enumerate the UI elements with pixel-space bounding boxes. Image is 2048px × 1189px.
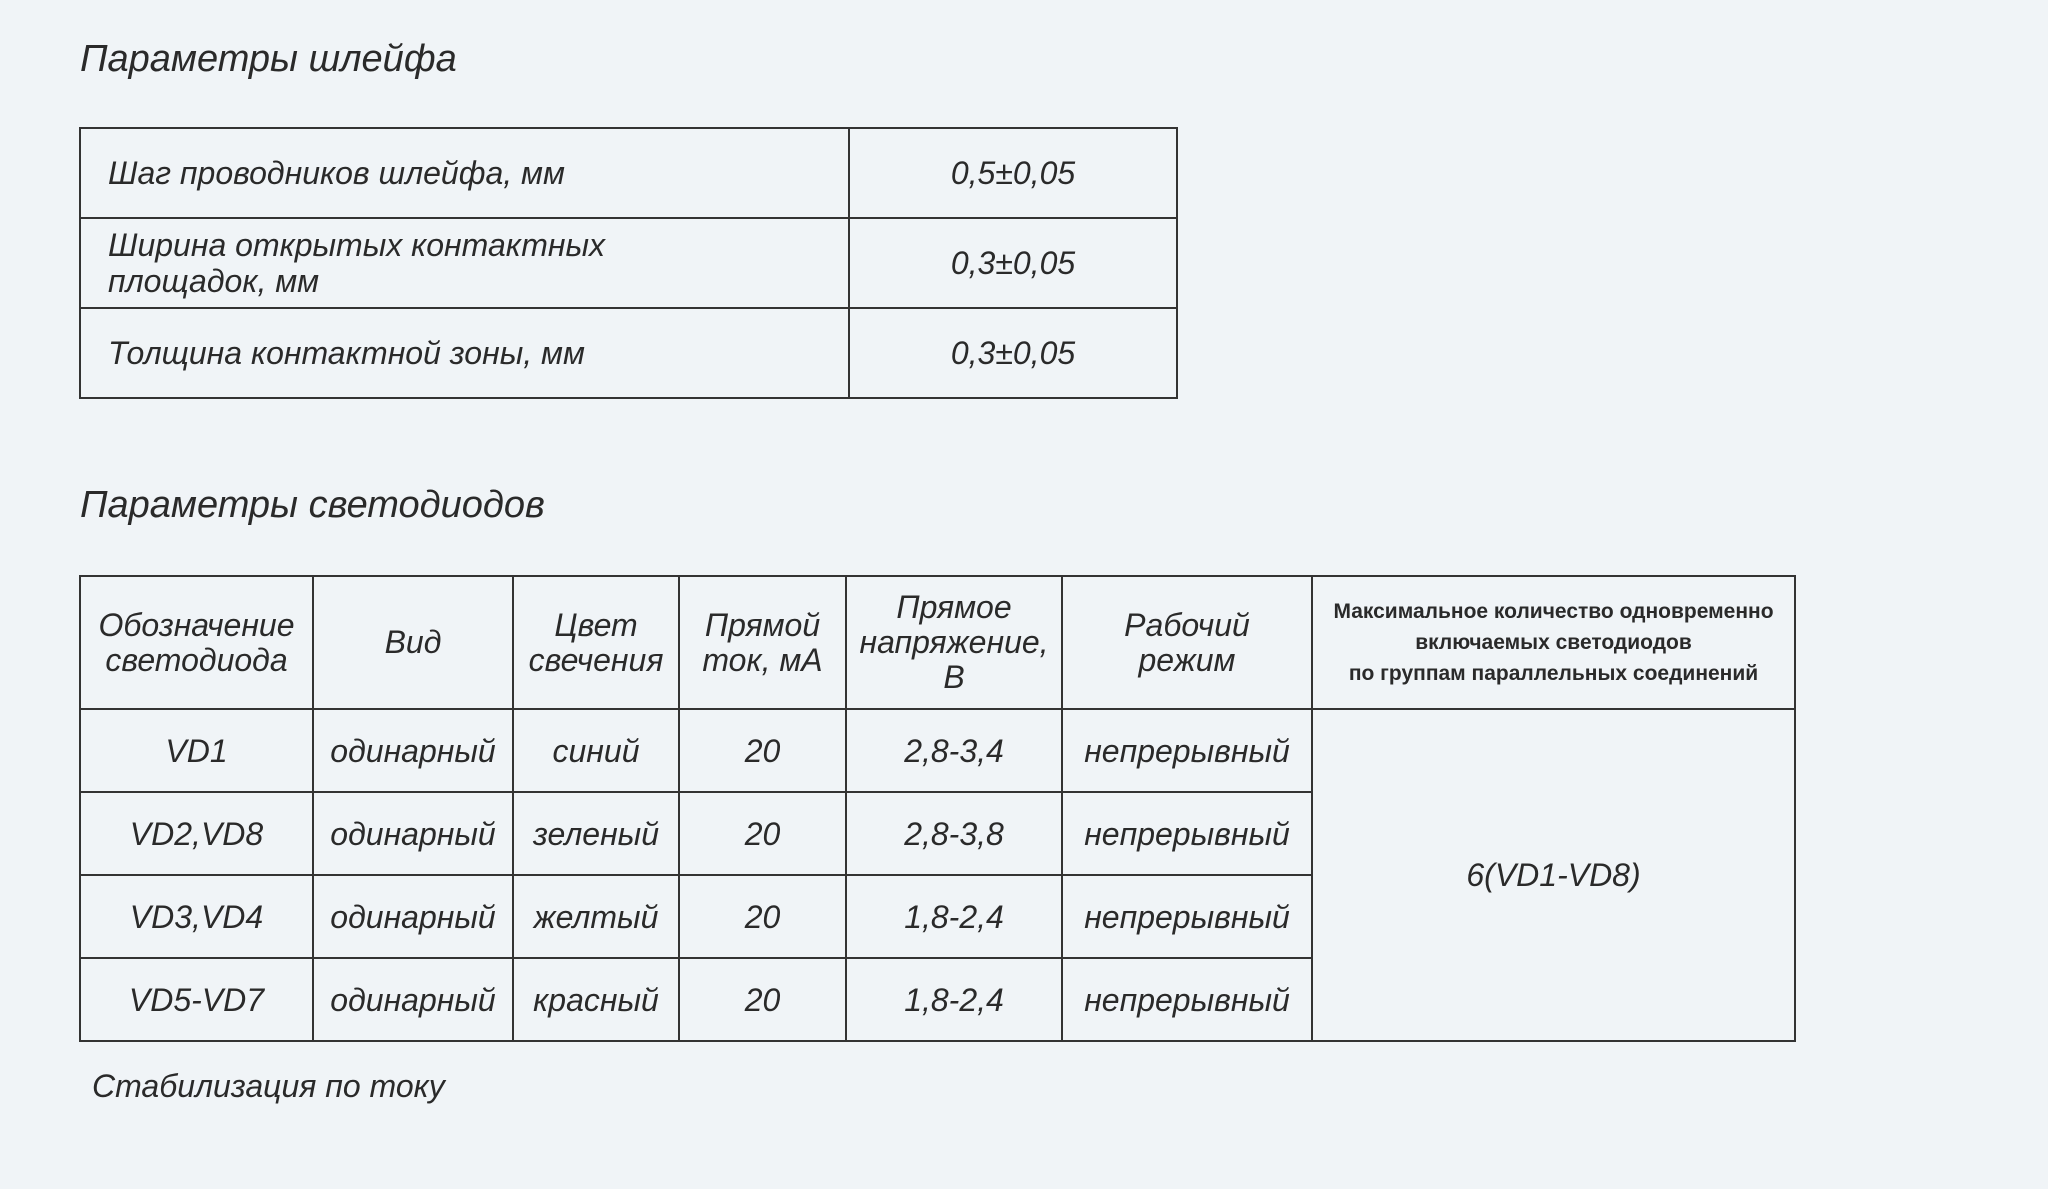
cell-current: 20: [679, 958, 846, 1041]
cable-parameters-table: [79, 127, 1178, 399]
cell-type: одинарный: [313, 958, 513, 1041]
table-row: [80, 308, 1177, 398]
cell-mode: непрерывный: [1062, 958, 1312, 1041]
cell-designation: VD1: [80, 709, 313, 792]
table-row: [80, 128, 1177, 218]
cell-color: синий: [513, 709, 679, 792]
header-designation: Обозначение светодиода: [80, 576, 313, 709]
cell-voltage: 2,8-3,8: [846, 792, 1062, 875]
header-current: Прямой ток, мА: [679, 576, 846, 709]
cable-value-pad-width: 0,3±0,05: [849, 218, 1177, 308]
cable-param-pitch: Шаг проводников шлейфа, мм: [80, 128, 849, 218]
cable-param-pad-width: Ширина открытых контактных площадок, мм: [80, 218, 849, 308]
cell-type: одинарный: [313, 875, 513, 958]
header-color: Цвет свечения: [513, 576, 679, 709]
table-header-row: [80, 576, 1795, 709]
cell-current: 20: [679, 875, 846, 958]
table-row: [80, 709, 1795, 792]
led-parameters-table: [79, 575, 1796, 1042]
cell-type: одинарный: [313, 792, 513, 875]
cell-max-count: 6(VD1-VD8): [1312, 709, 1795, 1041]
header-voltage: Прямое напряжение, В: [846, 576, 1062, 709]
led-parameters-title: Параметры светодиодов: [80, 484, 545, 526]
cell-type: одинарный: [313, 709, 513, 792]
cell-current: 20: [679, 709, 846, 792]
cell-current: 20: [679, 792, 846, 875]
cell-color: желтый: [513, 875, 679, 958]
cable-value-contact-thickness: 0,3±0,05: [849, 308, 1177, 398]
cell-designation: VD2,VD8: [80, 792, 313, 875]
cell-voltage: 1,8-2,4: [846, 875, 1062, 958]
cable-value-pitch: 0,5±0,05: [849, 128, 1177, 218]
cell-designation: VD5-VD7: [80, 958, 313, 1041]
cell-voltage: 2,8-3,4: [846, 709, 1062, 792]
cell-color: красный: [513, 958, 679, 1041]
header-mode: Рабочий режим: [1062, 576, 1312, 709]
cell-designation: VD3,VD4: [80, 875, 313, 958]
header-max-count: Максимальное количество одновременно включаемых светодиодов по группам параллельных соединений: [1312, 576, 1795, 709]
cable-parameters-title: Параметры шлейфа: [80, 38, 457, 80]
cell-mode: непрерывный: [1062, 875, 1312, 958]
current-stabilization-note: Стабилизация по току: [92, 1068, 445, 1104]
cell-color: зеленый: [513, 792, 679, 875]
cell-mode: непрерывный: [1062, 709, 1312, 792]
cell-voltage: 1,8-2,4: [846, 958, 1062, 1041]
header-type: Вид: [313, 576, 513, 709]
table-row: [80, 218, 1177, 308]
cell-mode: непрерывный: [1062, 792, 1312, 875]
cable-param-contact-thickness: Толщина контактной зоны, мм: [80, 308, 849, 398]
